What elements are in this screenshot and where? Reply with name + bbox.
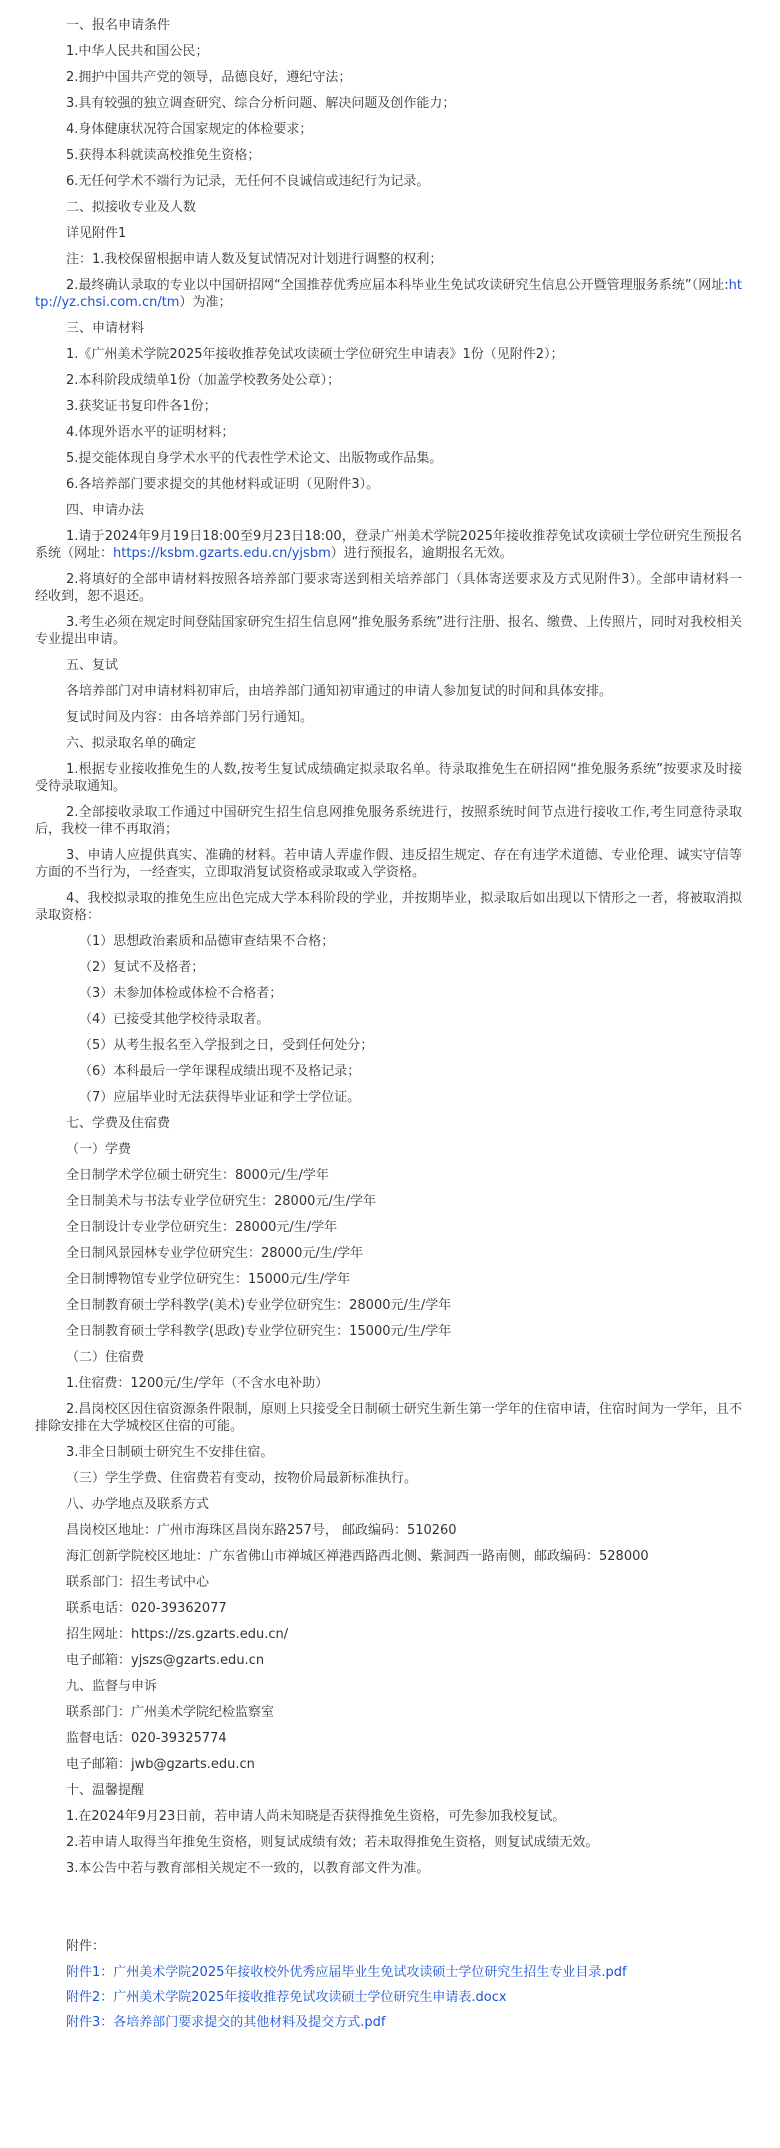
url-link[interactable]: http://yz.chsi.com.cn/tm: [35, 278, 742, 310]
paragraph: 3.获奖证书复印件各1份；: [66, 399, 217, 414]
paragraph: （6）本科最后一学年课程成绩出现不及格记录；: [79, 1064, 361, 1079]
paragraph: 全日制教育硕士学科教学(美术)专业学位研究生：28000元/生/学年: [66, 1298, 452, 1313]
paragraph: （1）思想政治素质和品德审查结果不合格；: [79, 934, 335, 949]
attachment-link[interactable]: 附件2：广州美术学院2025年接收推荐免试攻读硕士学位研究生申请表.docx: [66, 1990, 507, 2005]
paragraph: 电子邮箱：jwb@gzarts.edu.cn: [66, 1757, 255, 1772]
paragraph: 3.非全日制硕士研究生不安排住宿。: [66, 1445, 274, 1460]
paragraph: 4.体现外语水平的证明材料；: [66, 425, 235, 440]
paragraph: 4.身体健康状况符合国家规定的体检要求；: [66, 122, 313, 137]
paragraph: 昌岗校区地址：广州市海珠区昌岗东路257号， 邮政编码：510260: [66, 1523, 457, 1538]
paragraph-text: 1.请于2024年9月19日18:00至9月23日18:00，登录广州美术学院2025年接收推荐免试攻读硕士学位研究生预报名系统（网址：: [35, 529, 742, 561]
attachments-label: 附件：: [66, 1939, 106, 1954]
attachment-item: [35, 1964, 742, 1981]
paragraph: 1.《广州美术学院2025年接收推荐免试攻读硕士学位研究生申请表》1份（见附件2）；: [66, 347, 564, 362]
paragraph: 联系部门：招生考试中心: [66, 1575, 210, 1590]
paragraph: 2.若申请人取得当年推免生资格，则复试成绩有效；若未取得推免生资格，则复试成绩无效。: [66, 1835, 599, 1850]
attachment-item: [35, 1989, 742, 2006]
paragraph: 联系电话：020-39362077: [66, 1601, 227, 1616]
paragraph: 联系部门：广州美术学院纪检监察室: [66, 1705, 275, 1720]
paragraph: （5）从考生报名至入学报到之日，受到任何处分；: [79, 1038, 374, 1053]
paragraph: 四、申请办法: [66, 503, 145, 518]
paragraph: 6.各培养部门要求提交的其他材料或证明（见附件3）。: [66, 477, 380, 492]
spacer: [35, 1886, 742, 1938]
paragraph: （三）学生学费、住宿费若有变动，按物价局最新标准执行。: [66, 1471, 418, 1486]
paragraph: [35, 277, 742, 311]
paragraph: 2.昌岗校区因住宿资源条件限制，原则上只接受全日制硕士研究生新生第一学年的住宿申请，住宿时间为一学年，且不排除安排在大学城校区住宿的可能。: [35, 1402, 742, 1434]
paragraph: 海汇创新学院校区地址：广东省佛山市禅城区禅港西路西北侧、紫洞西一路南侧，邮政编码：528000: [66, 1549, 649, 1564]
paragraph: 全日制风景园林专业学位研究生：28000元/生/学年: [66, 1246, 364, 1261]
paragraph: 七、学费及住宿费: [66, 1116, 171, 1131]
paragraph: 三、申请材料: [66, 321, 145, 336]
paragraph: 八、办学地点及联系方式: [66, 1497, 210, 1512]
attachment-link[interactable]: 附件1：广州美术学院2025年接收校外优秀应届毕业生免试攻读硕士学位研究生招生专业目录.pdf: [66, 1965, 627, 1980]
attachment-link[interactable]: 附件3：各培养部门要求提交的其他材料及提交方式.pdf: [66, 2015, 386, 2030]
paragraph: （二）住宿费: [66, 1350, 145, 1365]
paragraph: 十、温馨提醒: [66, 1783, 145, 1798]
paragraph: 全日制美术与书法专业学位研究生：28000元/生/学年: [66, 1194, 377, 1209]
paragraph: 二、拟接收专业及人数: [66, 200, 197, 215]
paragraph-text: 2.最终确认录取的专业以中国研招网“全国推荐优秀应届本科毕业生免试攻读研究生信息公开暨管理服务系统”（网址:: [66, 278, 729, 293]
paragraph-text: ）为准；: [179, 295, 232, 310]
paragraph: 复试时间及内容：由各培养部门另行通知。: [66, 710, 314, 725]
paragraph: 全日制博物馆专业学位研究生：15000元/生/学年: [66, 1272, 351, 1287]
paragraph: 电子邮箱：yjszs@gzarts.edu.cn: [66, 1653, 265, 1668]
paragraph: 3.本公告中若与教育部相关规定不一致的，以教育部文件为准。: [66, 1861, 430, 1876]
paragraph: 九、监督与申诉: [66, 1679, 158, 1694]
paragraph: 全日制教育硕士学科教学(思政)专业学位研究生：15000元/生/学年: [66, 1324, 452, 1339]
paragraph: 2.拥护中国共产党的领导，品德良好，遵纪守法；: [66, 70, 352, 85]
url-link[interactable]: https://ksbm.gzarts.edu.cn/yjsbm: [113, 546, 331, 561]
paragraph: 监督电话：020-39325774: [66, 1731, 227, 1746]
paragraph: 4、我校拟录取的推免生应出色完成大学本科阶段的学业，并按期毕业，拟录取后如出现以下情形之一者，将被取消拟录取资格：: [35, 891, 742, 923]
paragraph: 1.根据专业接收推免生的人数,按考生复试成绩确定拟录取名单。待录取推免生在研招网“推免服务系统”按要求及时接受待录取通知。: [35, 762, 742, 794]
paragraph-text: ）进行预报名，逾期报名无效。: [330, 546, 513, 561]
paragraph: 详见附件1: [66, 226, 127, 241]
paragraph: 5.获得本科就读高校推免生资格；: [66, 148, 261, 163]
paragraph: 3、申请人应提供真实、准确的材料。若申请人弄虚作假、违反招生规定、存在有违学术道德、专业伦理、诚实守信等方面的不当行为，一经查实，立即取消复试资格或录取或入学资格。: [35, 848, 742, 880]
paragraph: 五、复试: [66, 658, 119, 673]
paragraph: 2.全部接收录取工作通过中国研究生招生信息网推免服务系统进行，按照系统时间节点进行接收工作,考生同意待录取后，我校一律不再取消；: [35, 805, 742, 837]
paragraph: 六、拟录取名单的确定: [66, 736, 197, 751]
paragraph: 6.无任何学术不端行为记录，无任何不良诚信或违纪行为记录。: [66, 174, 430, 189]
paragraph: 3.考生必须在规定时间登陆国家研究生招生信息网“推免服务系统”进行注册、报名、缴费、上传照片，同时对我校相关专业提出申请。: [35, 615, 742, 647]
paragraph: （4）已接受其他学校待录取者。: [79, 1012, 270, 1027]
paragraph: 一、报名申请条件: [66, 18, 171, 33]
paragraph: [35, 528, 742, 562]
paragraph: 全日制学术学位硕士研究生：8000元/生/学年: [66, 1168, 329, 1183]
paragraph: 2.将填好的全部申请材料按照各培养部门要求寄送到相关培养部门（具体寄送要求及方式见附件3）。全部申请材料一经收到，恕不退还。: [35, 572, 742, 604]
paragraph: 1.在2024年9月23日前，若申请人尚未知晓是否获得推免生资格，可先参加我校复试。: [66, 1809, 566, 1824]
paragraph: （7）应届毕业时无法获得毕业证和学士学位证。: [79, 1090, 361, 1105]
paragraph: 招生网址：https://zs.gzarts.edu.cn/: [66, 1627, 289, 1642]
paragraph: 3.具有较强的独立调查研究、综合分析问题、解决问题及创作能力；: [66, 96, 456, 111]
paragraph: 全日制设计专业学位研究生：28000元/生/学年: [66, 1220, 338, 1235]
attachments-list: [35, 1964, 742, 2031]
paragraph: （3）未参加体检或体检不合格者；: [79, 986, 283, 1001]
paragraph: （一）学费: [66, 1142, 132, 1157]
paragraph: 1.中华人民共和国公民；: [66, 44, 209, 59]
paragraph: 2.本科阶段成绩单1份（加盖学校教务处公章）；: [66, 373, 341, 388]
attachment-item: [35, 2014, 742, 2031]
paragraph: 1.住宿费：1200元/生/学年（不含水电补助）: [66, 1376, 329, 1391]
paragraph: 注：1.我校保留根据申请人数及复试情况对计划进行调整的权利；: [66, 252, 443, 267]
paragraph: （2）复试不及格者；: [79, 960, 205, 975]
paragraph: 各培养部门对申请材料初审后，由培养部门通知初审通过的申请人参加复试的时间和具体安排。: [66, 684, 613, 699]
paragraph: 5.提交能体现自身学术水平的代表性学术论文、出版物或作品集。: [66, 451, 443, 466]
announcement-body: [35, 17, 742, 1877]
